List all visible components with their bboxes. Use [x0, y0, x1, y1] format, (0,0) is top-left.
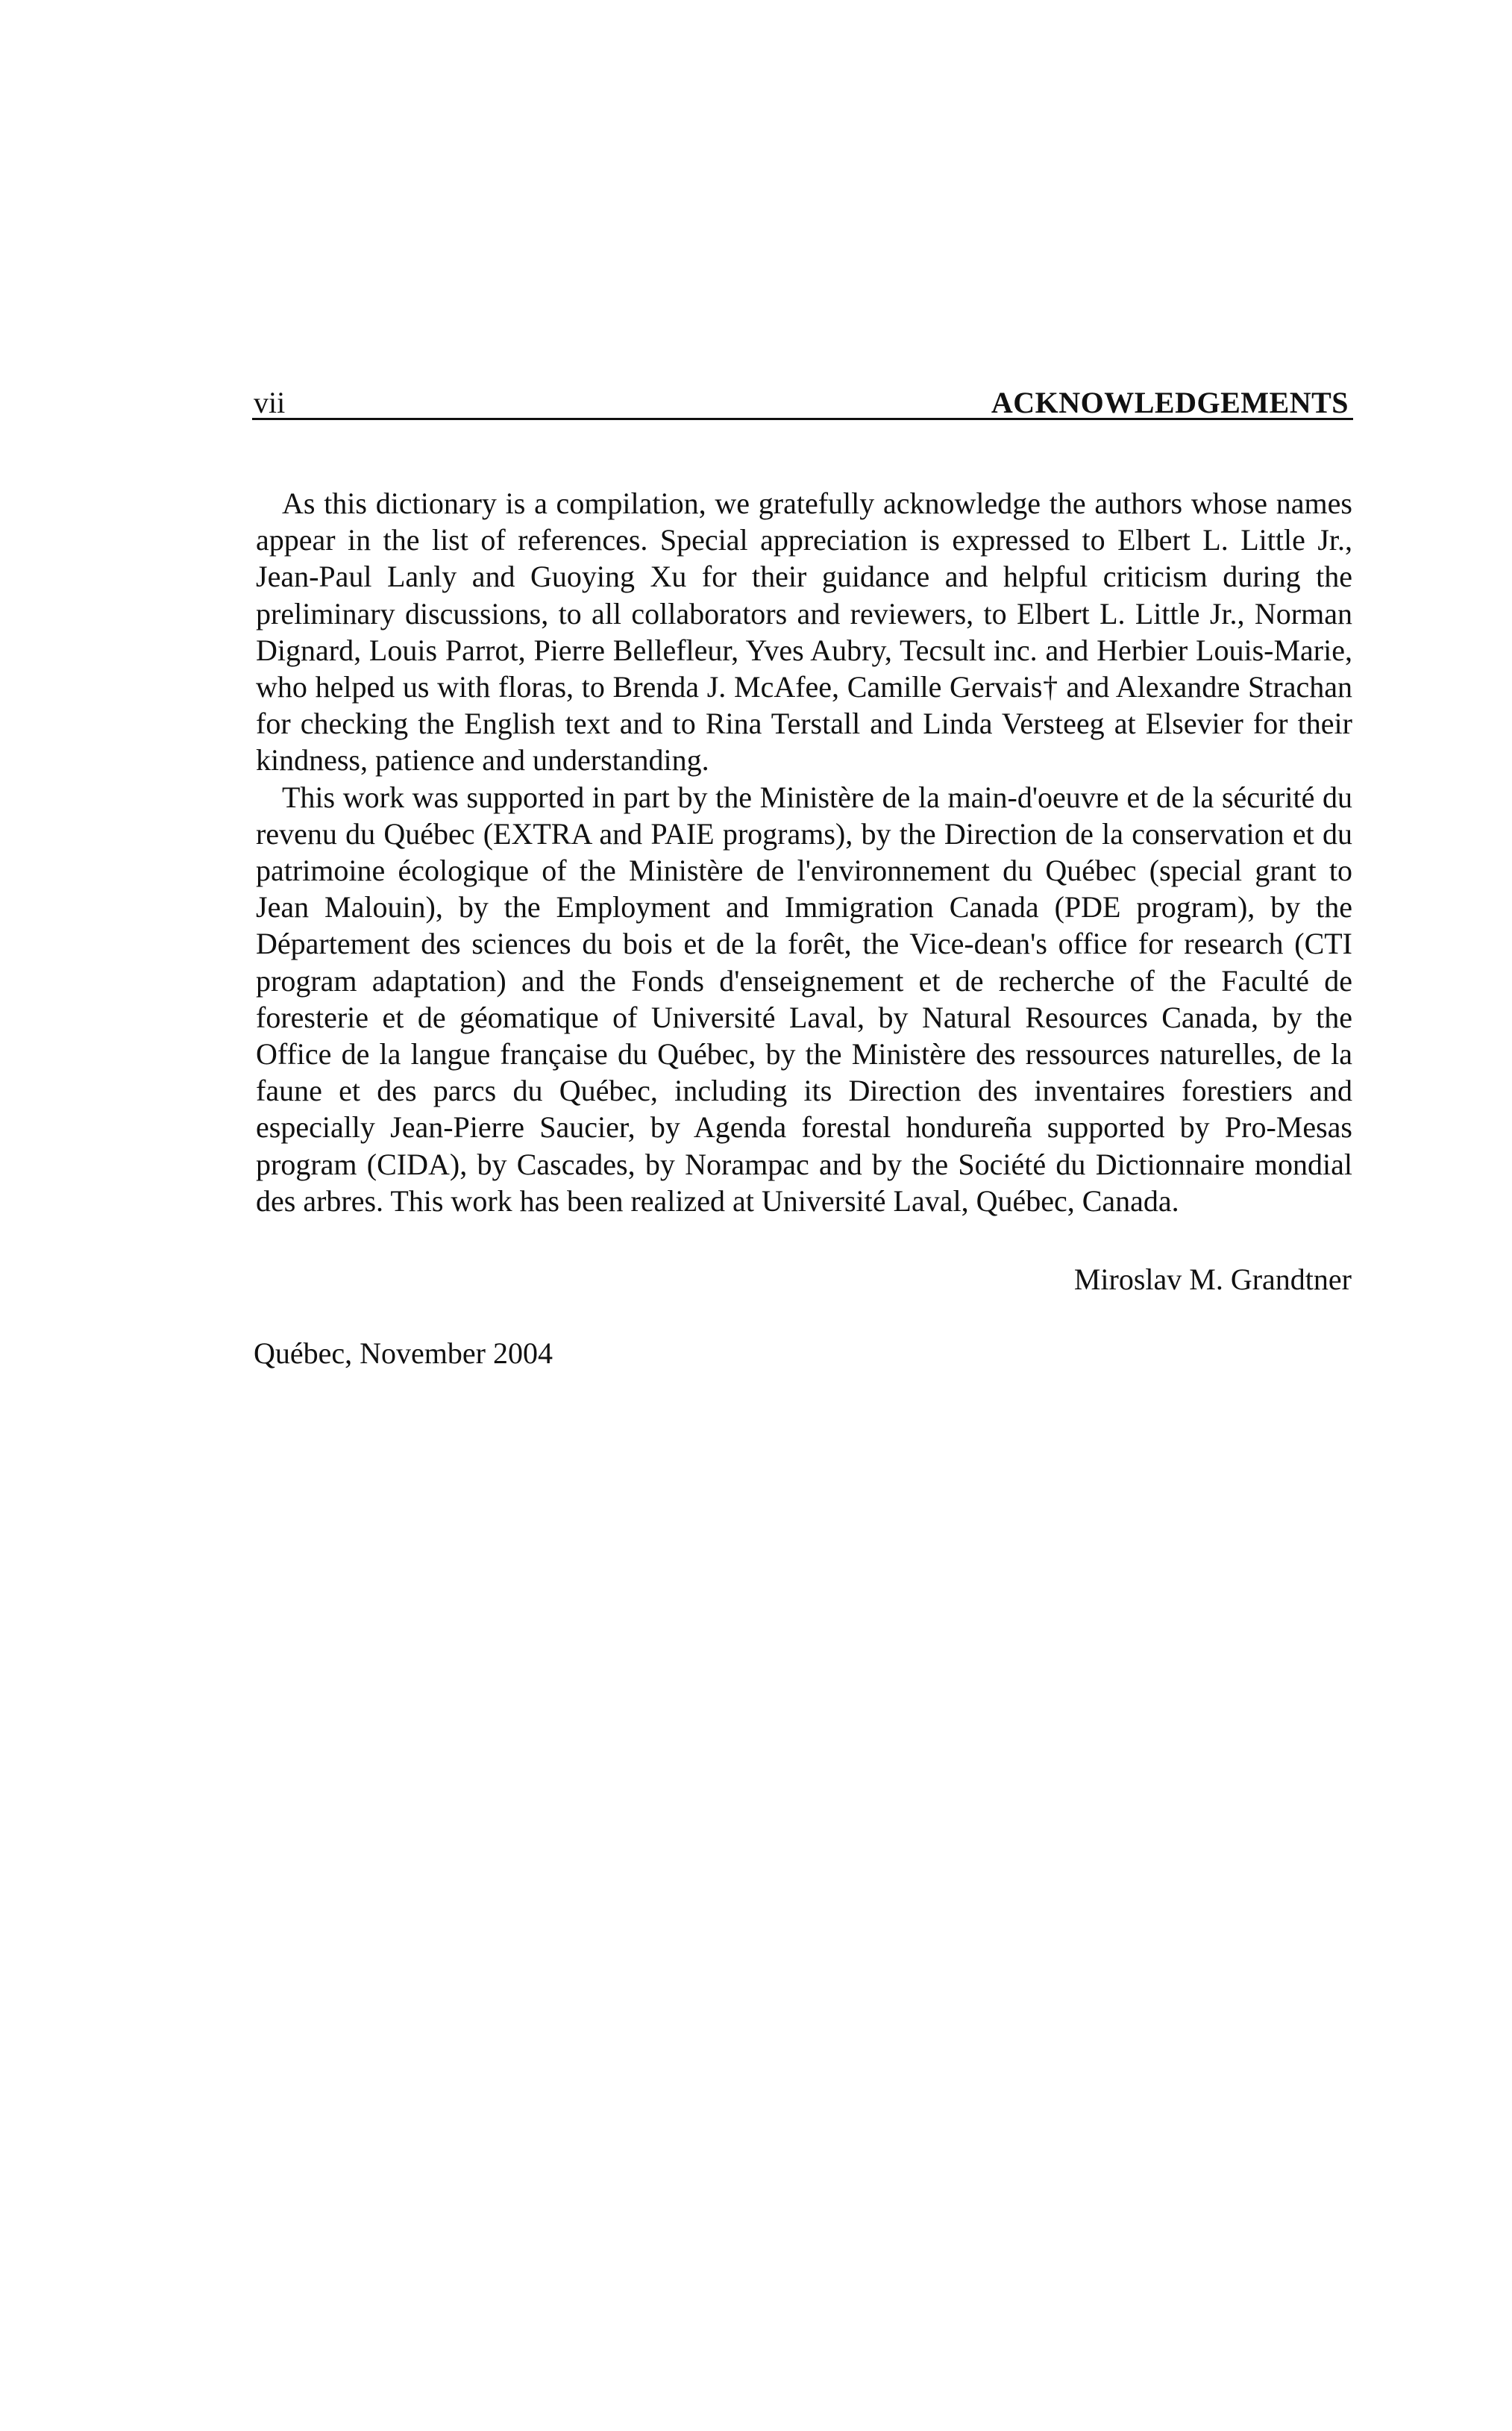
author-signature: Miroslav M. Grandtner [1073, 1263, 1352, 1296]
page-number: vii [254, 386, 286, 419]
paragraph-funding: This work was supported in part by the Ministère de la main-d'oeuvre et de la sécurité du revenu du Québec (EXTRA and PAIE programs), by the Direction de la conservation et du patrimoine écologique of the Ministère de l'environnement du Québec (special grant to Jean Malouin), by the Employment and Immigration Canada (PDE program), by the Département des sciences du bois et de la forêt, the Vice-dean's office for research (CTI program adaptation) and the Fonds d'enseignement et de recherche of the Faculté de foresterie et de géomatique of Université Laval, by Natural Resources Canada, by the Office de la langue française du Québec, by the Ministère des ressources naturelles, de la faune et des parcs du Québec, including its Direction des inventaires forestiers and especially Jean-Pierre Saucier, by Agenda forestal hondureña supported by Pro-Mesas program (CIDA), by Cascades, by Norampac and by the Société du Dictionnaire mondial des arbres. This work has been realized at Université Laval, Québec, Canada. [256, 780, 1352, 1218]
running-header [252, 382, 1353, 420]
section-title: ACKNOWLEDGEMENTS [991, 386, 1349, 419]
acknowledgements-body [256, 485, 1352, 1219]
paragraph-acknowledgement: As this dictionary is a compilation, we gratefully acknowledge the authors whose names appear in the list of references. Special appreciation is expressed to Elbert L. Little Jr., Jean-Paul Lanly and Guoying Xu for their guidance and helpful criticism during the preliminary discussions, to all collaborators and reviewers, to Elbert L. Little Jr., Norman Dignard, Louis Parrot, Pierre Bellefleur, Yves Aubry, Tecsult inc. and Herbier Louis-Marie, who helped us with floras, to Brenda J. McAfee, Camille Gervais† and Alexandre Strachan for checking the English text and to Rina Terstall and Linda Versteeg at Elsevier for their kindness, patience and understanding. [256, 486, 1352, 778]
place-and-date: Québec, November 2004 [254, 1336, 553, 1370]
